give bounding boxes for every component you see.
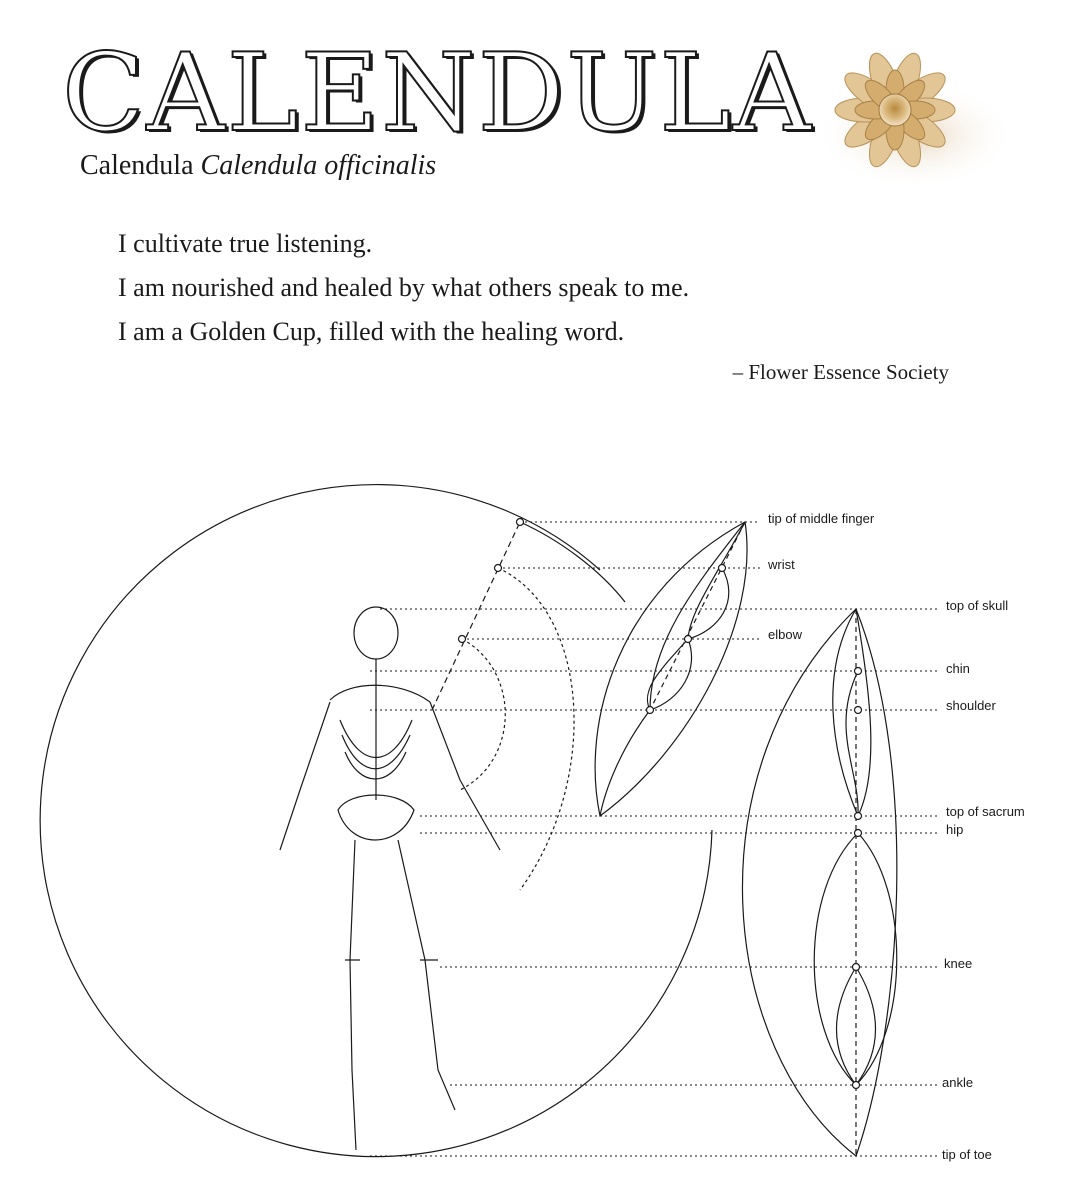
affirmation-line: I am a Golden Cup, filled with the healing word.	[118, 317, 625, 346]
label-knee: knee	[944, 956, 973, 971]
affirmations	[118, 222, 689, 354]
label-tip-of-middle-finger: tip of middle finger	[768, 511, 875, 526]
label-chin: chin	[946, 661, 970, 676]
label-shoulder: shoulder	[946, 698, 996, 713]
affirmation-line: I cultivate true listening.	[118, 229, 373, 258]
label-elbow: elbow	[768, 627, 802, 642]
label-top-of-skull: top of skull	[946, 598, 1009, 613]
affirmation-line: I am nourished and healed by what others speak to me.	[118, 273, 690, 302]
label-tip-of-toe: tip of toe	[942, 1147, 992, 1162]
golden-proportion-diagram	[0, 470, 1081, 1204]
skeleton-figure	[280, 607, 500, 1150]
label-hip: hip	[946, 822, 964, 837]
page-title: CALENDULA	[62, 31, 814, 156]
label-wrist: wrist	[768, 557, 795, 572]
calendula-flower-icon	[780, 40, 1020, 190]
label-ankle: ankle	[942, 1075, 974, 1090]
label-top-of-sacrum: top of sacrum	[946, 804, 1025, 819]
attribution: – Flower Essence Society	[732, 360, 949, 384]
latin-name: Calendula officinalis	[200, 150, 437, 181]
plant-name	[80, 150, 436, 182]
common-name: Calendula	[80, 150, 194, 181]
